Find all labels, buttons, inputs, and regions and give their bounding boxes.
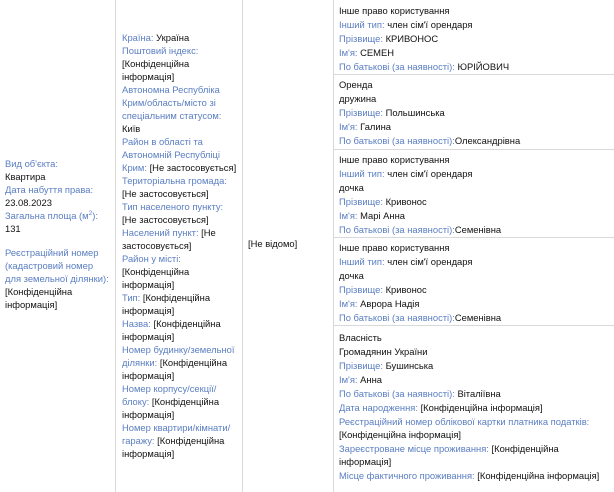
- address-field: Тип населеного пункту: [Не застосовується]: [122, 201, 224, 225]
- acquisition-date-label: Дата набуття права:: [5, 184, 94, 195]
- right-entry: Інше право користування Інший тип: член сім'ї орендаря Прізвище: КРИВОНОС Ім'я: СЕМЕН По батькові (за наявності): ЮРІЙОВИЧ: [339, 4, 611, 74]
- right-entry: Інше право користування Інший тип: член сім'ї орендаря дочка Прізвище: Кривонос Ім'я: Марі Анна По батькові (за наявності):Семенівна: [339, 153, 611, 237]
- column-divider: [115, 0, 116, 492]
- cost-value: [Не відомо]: [248, 238, 298, 249]
- right-separator: [334, 325, 614, 326]
- right-kind: Інше право користування: [339, 154, 450, 165]
- acquisition-date-value: 23.08.2023: [5, 197, 52, 208]
- object-type-field: [5, 157, 111, 183]
- address-field: Тип: [Конфіденційна інформація]: [122, 292, 211, 316]
- right-kind: Власність: [339, 332, 382, 343]
- address-field: Номер корпусу/секції/блоку: [Конфіденційна інформація]: [122, 383, 220, 420]
- right-entry: Оренда дружина Прізвище: Польшинська Ім'я: Галина По батькові (за наявності):Олександрівна: [339, 78, 611, 148]
- right-entry: Інше право користування Інший тип: член сім'ї орендаря дочка Прізвище: Кривонос Ім'я: Аврора Надія По батькові (за наявності):Семенівна: [339, 241, 611, 325]
- cadastral-number-value: [Конфіденційна інформація]: [5, 286, 73, 310]
- address-field: Назва: [Конфіденційна інформація]: [122, 318, 221, 342]
- cadastral-number-label: Реєстраційний номер (кадастровий номер для земельної ділянки):: [5, 247, 109, 284]
- address-field: Поштовий індекс: [Конфіденційна інформація]: [122, 45, 199, 82]
- right-entry: Власність Громадянин України Прізвище: Бушинська Ім'я: Анна По батькові (за наявності): Віталіївна Дата народження: [Конфіденційна інформація] Реєстраційний номер облікової картки платника податків: [Конфіденційна інформація] Зареєстроване місце проживання: [Конфіденційна інформація] Місце фактичного проживання: [Конфіденційна інформація]: [339, 331, 611, 483]
- cost-cell: [248, 237, 330, 250]
- right-kind: Інше право користування: [339, 5, 450, 16]
- object-type-label: Вид об'єкта:: [5, 158, 58, 169]
- right-separator: [334, 74, 614, 75]
- object-type-value: Квартира: [5, 171, 46, 182]
- address-field: Автономна Республіка Крим/область/місто зі спеціальним статусом: Київ: [122, 84, 222, 134]
- object-info-cell: [5, 157, 111, 311]
- total-area-label: Загальна площа $(м^2)$:: [5, 209, 98, 221]
- address-field: Район у місті: [Конфіденційна інформація]: [122, 253, 190, 290]
- right-kind: Оренда: [339, 79, 373, 90]
- cadastral-number-field: [5, 246, 111, 311]
- total-area-value: 131: [5, 223, 21, 234]
- address-field: Номер будинку/земельної ділянки: [Конфіденційна інформація]: [122, 344, 235, 381]
- column-divider: [242, 0, 243, 492]
- address-field: Номер квартири/кімнати/гаражу: [Конфіденційна інформація]: [122, 422, 231, 459]
- right-separator: [334, 149, 614, 150]
- right-kind: Інше право користування: [339, 242, 450, 253]
- address-field: Територіальна громада: [Не застосовується]: [122, 175, 227, 199]
- acquisition-date-field: [5, 183, 111, 209]
- address-field: Населений пункт: [Не застосовується]: [122, 227, 216, 251]
- address-field: Район в області та Автономній Республіці Крим: [Не застосовується]: [122, 136, 237, 173]
- address-field: Країна: Україна: [122, 32, 190, 43]
- address-cell: [122, 31, 238, 460]
- total-area-field: [5, 209, 111, 235]
- right-separator: [334, 237, 614, 238]
